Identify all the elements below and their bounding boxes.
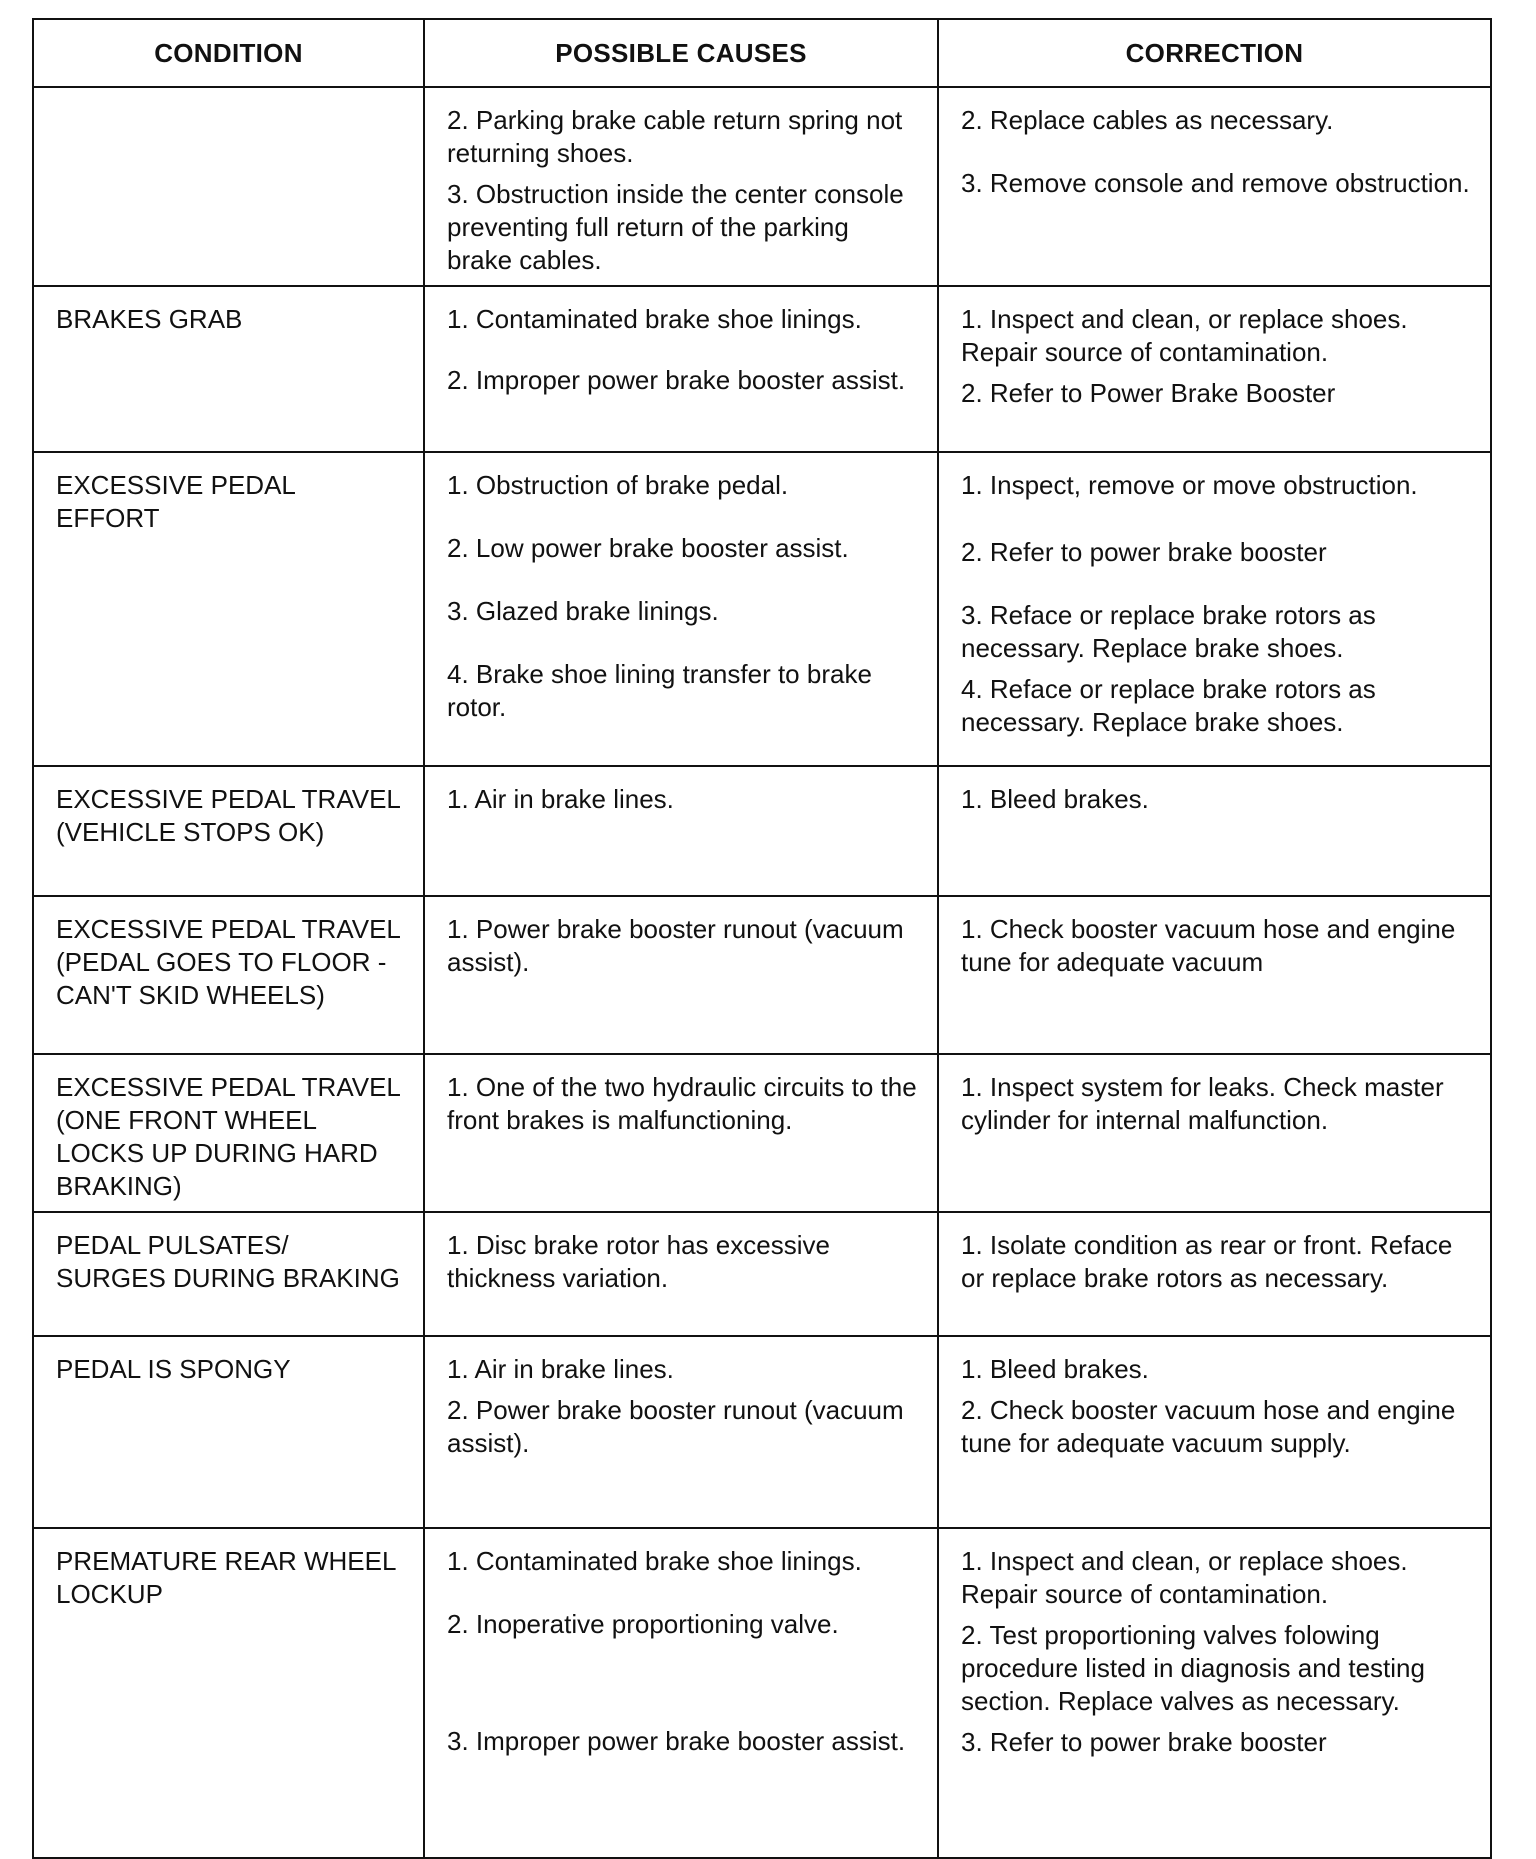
cause-item: 2. Power brake booster runout (vacuum assist). [447, 1395, 904, 1458]
correction-cell [938, 896, 1491, 1054]
cause-item: 3. Improper power brake booster assist. [447, 1726, 906, 1756]
table-row [33, 286, 1491, 452]
cause-item: 3. Glazed brake linings. [447, 596, 719, 626]
correction-cell [938, 286, 1491, 452]
cause-item: 1. Air in brake lines. [447, 784, 674, 814]
cause-item: 1. Air in brake lines. [447, 1354, 674, 1384]
brake-diagnosis-table [32, 18, 1492, 1859]
possible-causes-cell [424, 1336, 938, 1528]
cause-item: 3. Obstruction inside the center console preventing full return of the parking brake cables. [447, 179, 904, 275]
condition-cell [33, 1212, 424, 1336]
cause-item: 2. Low power brake booster assist. [447, 533, 849, 563]
correction-cell [938, 1336, 1491, 1528]
condition-text: EXCESSIVE PEDAL EFFORT [56, 470, 295, 533]
table-row [33, 87, 1491, 286]
possible-causes-cell [424, 452, 938, 766]
possible-causes-cell [424, 87, 938, 286]
correction-cell [938, 1054, 1491, 1212]
condition-cell [33, 1336, 424, 1528]
condition-text: EXCESSIVE PEDAL TRAVEL (VEHICLE STOPS OK) [56, 784, 400, 847]
condition-text: BRAKES GRAB [56, 304, 243, 334]
condition-text: PEDAL IS SPONGY [56, 1354, 291, 1384]
possible-causes-cell [424, 286, 938, 452]
correction-item: 3. Reface or replace brake rotors as necessary. Replace brake shoes. [961, 600, 1376, 663]
header-condition: CONDITION [33, 19, 424, 87]
correction-cell [938, 1528, 1491, 1858]
correction-item: 3. Remove console and remove obstruction. [961, 168, 1470, 198]
table-row [33, 1528, 1491, 1858]
possible-causes-cell [424, 1054, 938, 1212]
condition-cell [33, 286, 424, 452]
condition-text: PEDAL PULSATES/ SURGES DURING BRAKING [56, 1230, 400, 1293]
correction-item: 2. Replace cables as necessary. [961, 105, 1334, 135]
correction-cell [938, 452, 1491, 766]
cause-item: 1. Power brake booster runout (vacuum assist). [447, 914, 904, 977]
correction-item: 1. Inspect and clean, or replace shoes. Repair source of contamination. [961, 1546, 1408, 1609]
table-row [33, 766, 1491, 896]
condition-cell [33, 87, 424, 286]
condition-cell [33, 766, 424, 896]
cause-item: 1. One of the two hydraulic circuits to the front brakes is malfunctioning. [447, 1072, 917, 1135]
cause-item: 4. Brake shoe lining transfer to brake rotor. [447, 659, 872, 722]
correction-item: 1. Bleed brakes. [961, 784, 1149, 814]
correction-item: 2. Test proportioning valves folowing procedure listed in diagnosis and testing section. Replace valves as necessary. [961, 1620, 1425, 1716]
correction-item: 4. Reface or replace brake rotors as necessary. Replace brake shoes. [961, 674, 1376, 737]
condition-text: EXCESSIVE PEDAL TRAVEL (ONE FRONT WHEEL LOCKS UP DURING HARD BRAKING) [56, 1072, 400, 1201]
header-possible-causes: POSSIBLE CAUSES [424, 19, 938, 87]
correction-item: 3. Refer to power brake booster [961, 1727, 1327, 1757]
cause-item: 1. Contaminated brake shoe linings. [447, 304, 862, 334]
correction-item: 1. Inspect system for leaks. Check master cylinder for internal malfunction. [961, 1072, 1444, 1135]
table-body [33, 87, 1491, 1858]
table-row [33, 1336, 1491, 1528]
cause-item: 1. Contaminated brake shoe linings. [447, 1546, 862, 1576]
correction-item: 2. Refer to Power Brake Booster [961, 378, 1336, 408]
table-row [33, 1054, 1491, 1212]
cause-item: 2. Inoperative proportioning valve. [447, 1609, 839, 1639]
possible-causes-cell [424, 1528, 938, 1858]
correction-cell [938, 1212, 1491, 1336]
correction-item: 2. Refer to power brake booster [961, 537, 1327, 567]
correction-item: 1. Check booster vacuum hose and engine tune for adequate vacuum [961, 914, 1456, 977]
correction-item: 1. Bleed brakes. [961, 1354, 1149, 1384]
cause-item: 2. Parking brake cable return spring not returning shoes. [447, 105, 903, 168]
cause-item: 1. Obstruction of brake pedal. [447, 470, 789, 500]
correction-item: 1. Inspect, remove or move obstruction. [961, 470, 1418, 500]
header-correction: CORRECTION [938, 19, 1491, 87]
table-header-row [33, 19, 1491, 87]
cause-item: 2. Improper power brake booster assist. [447, 365, 906, 395]
possible-causes-cell [424, 766, 938, 896]
correction-item: 1. Inspect and clean, or replace shoes. Repair source of contamination. [961, 304, 1408, 367]
condition-cell [33, 896, 424, 1054]
condition-text: EXCESSIVE PEDAL TRAVEL (PEDAL GOES TO FLOOR - CAN'T SKID WHEELS) [56, 914, 400, 1010]
correction-item: 1. Isolate condition as rear or front. Reface or replace brake rotors as necessary. [961, 1230, 1453, 1293]
cause-item: 1. Disc brake rotor has excessive thickness variation. [447, 1230, 830, 1293]
table-row [33, 896, 1491, 1054]
condition-cell [33, 452, 424, 766]
condition-cell [33, 1528, 424, 1858]
possible-causes-cell [424, 1212, 938, 1336]
correction-item: 2. Check booster vacuum hose and engine tune for adequate vacuum supply. [961, 1395, 1456, 1458]
table-row [33, 1212, 1491, 1336]
table-row [33, 452, 1491, 766]
correction-cell [938, 87, 1491, 286]
condition-cell [33, 1054, 424, 1212]
possible-causes-cell [424, 896, 938, 1054]
correction-cell [938, 766, 1491, 896]
condition-text: PREMATURE REAR WHEEL LOCKUP [56, 1546, 396, 1609]
